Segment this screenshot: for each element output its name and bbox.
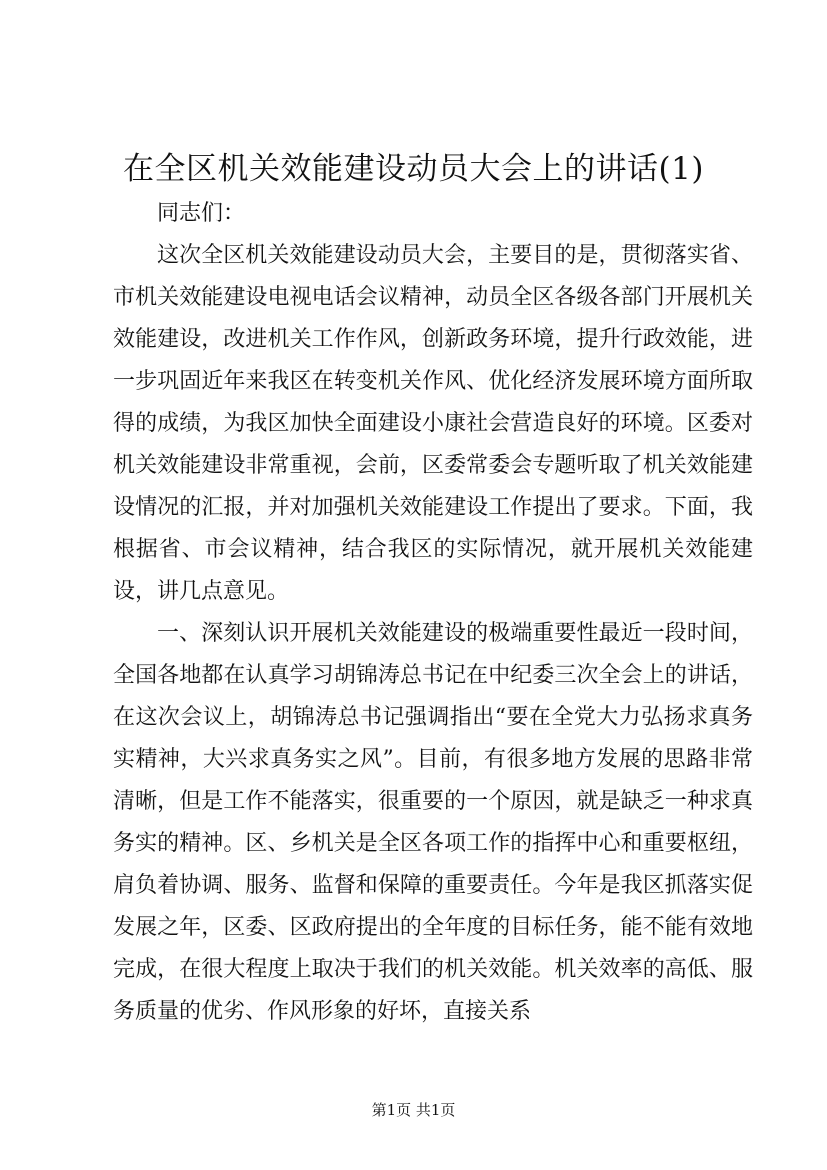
paragraph-section-one: 一、深刻认识开展机关效能建设的极端重要性最近一段时间，全国各地都在认真学习胡锦涛总书记在中纪委三次全会上的讲话，在这次会议上，胡锦涛总书记强调指出“要在全党大力弘扬求真务实精神，大兴求真务实之风”。目前，有很多地方发展的思路非常清晰，但是工作不能落实，很重要的一个原因，就是缺乏一种求真务实的精神。区、乡机关是全区各项工作的指挥中心和重要枢纽，肩负着协调、服务、监督和保障的重要责任。今年是我区抓落实促发展之年，区委、区政府提出的全年度的目标任务，能不能有效地完成，在很大程度上取决于我们的机关效能。机关效率的高低、服务质量的优劣、作风形象的好坏，直接关系 (113, 621, 753, 1024)
document-title: 在全区机关效能建设动员大会上的讲话(1) (123, 151, 704, 187)
document-body (113, 193, 753, 1033)
paragraph-intro: 这次全区机关效能建设动员大会，主要目的是，贯彻落实省、市机关效能建设电视电话会议精神，动员全区各级各部门开展机关效能建设，改进机关工作作风，创新政务环境，提升行政效能，进一步巩固近年来我区在转变机关作风、优化经济发展环境方面所取得的成绩，为我区加快全面建设小康社会营造良好的环境。区委对机关效能建设非常重视，会前，区委常委会专题听取了机关效能建设情况的汇报，并对加强机关效能建设工作提出了要求。下面，我根据省、市会议精神，结合我区的实际情况，就开展机关效能建设，讲几点意见。 (113, 243, 753, 604)
greeting: 同志们： (157, 201, 246, 226)
page-footer: 第1页 共1页 (371, 1101, 456, 1119)
